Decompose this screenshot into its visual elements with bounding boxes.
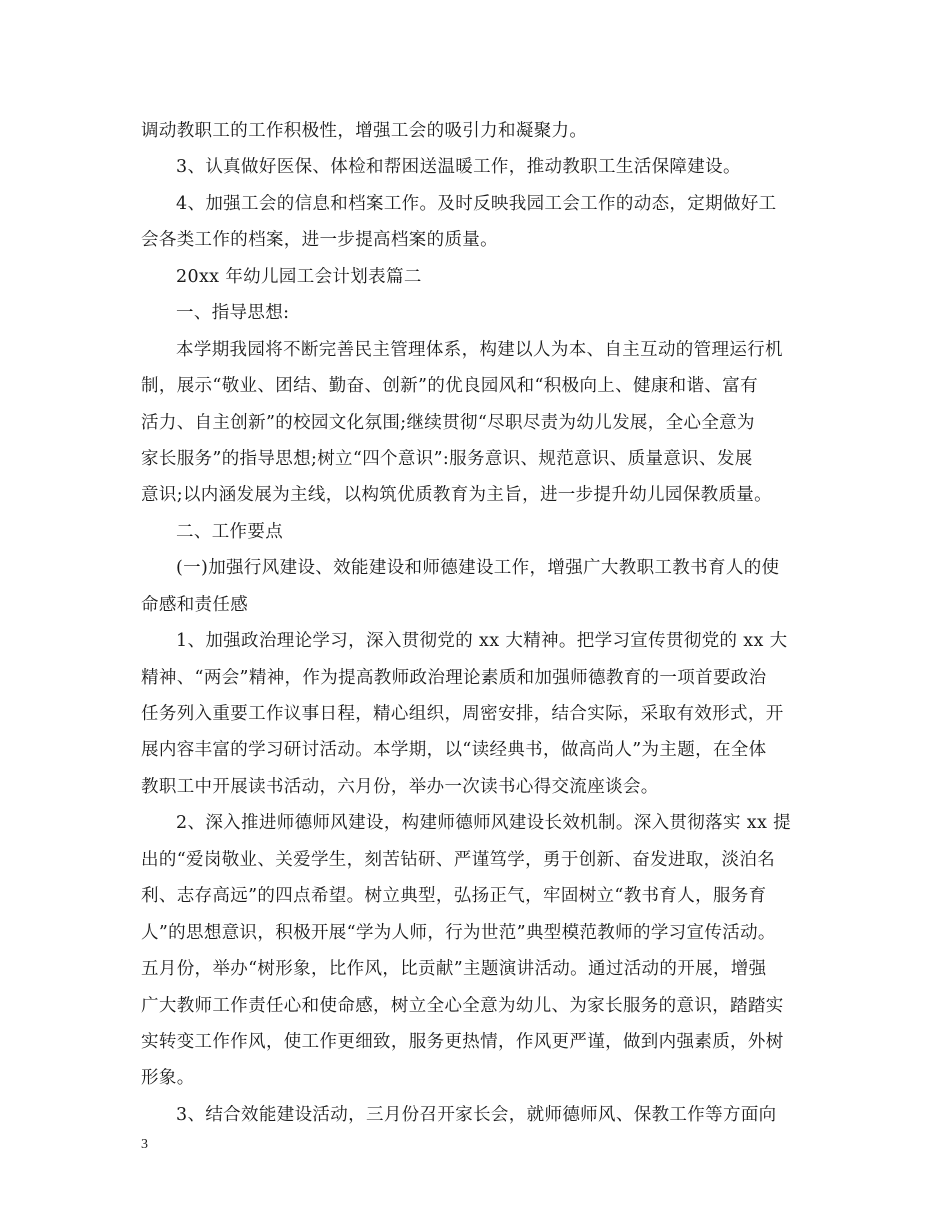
text-line: 广大教师工作责任心和使命感，树立全心全意为幼儿、为家长服务的意识，踏踏实 <box>141 995 784 1016</box>
text-line: 利、志存高远”的四点希望。树立典型，弘扬正气，牢固树立“教书育人，服务育 <box>141 886 767 907</box>
text-line: 家长服务”的指导思想;树立“四个意识”:服务意识、规范意识、质量意识、发展 <box>141 448 753 469</box>
text-line: 2、深入推进师德师风建设，构建师德师风建设长效机制。深入贯彻落实 xx 提 <box>176 813 791 834</box>
text-line: 本学期我园将不断完善民主管理体系，构建以人为本、自主互动的管理运行机 <box>176 339 783 360</box>
text-line: 任务列入重要工作议事日程，精心组织，周密安排，结合实际，采取有效形式，开 <box>141 704 784 724</box>
text-line: 形象。 <box>141 1068 195 1089</box>
text-line: (一)加强行风建设、效能建设和师德建设工作，增强广大教职工教书育人的使 <box>176 558 780 579</box>
text-line: 4、加强工会的信息和档案工作。及时反映我园工会工作的动态，定期做好工 <box>176 193 777 214</box>
text-line: 二、工作要点 <box>176 521 284 542</box>
text-line: 活力、自主创新”的校园文化氛围;继续贯彻“尽职尽责为幼儿发展，全心全意为 <box>141 412 755 433</box>
text-line: 人”的思想意识，积极开展“学为人师，行为世范”典型模范教师的学习宣传活动。 <box>141 922 776 943</box>
text-line: 教职工中开展读书活动，六月份，举办一次读书心得交流座谈会。 <box>141 776 659 797</box>
text-line: 展内容丰富的学习研讨活动。本学期，以“读经典书，做高尚人”为主题，在全体 <box>141 740 767 761</box>
text-line: 调动教职工的工作积极性，增强工会的吸引力和凝聚力。 <box>141 121 588 141</box>
text-line: 3、结合效能建设活动，三月份召开家长会，就师德师风、保教工作等方面向 <box>176 1104 777 1125</box>
text-line: 20xx 年幼儿园工会计划表篇二 <box>176 266 422 287</box>
page-number: 3 <box>141 1137 148 1152</box>
document-body <box>141 113 816 1133</box>
text-line: 会各类工作的档案，进一步提高档案的质量。 <box>141 230 498 251</box>
text-line: 命感和责任感 <box>141 594 249 615</box>
text-line: 出的“爱岗敬业、关爱学生，刻苦钻研、严谨笃学，勇于创新、奋发进取，淡泊名 <box>141 849 776 870</box>
text-line: 精神、“两会”精神，作为提高教师政治理论素质和加强师德教育的一项首要政治 <box>141 667 767 688</box>
text-line: 1、加强政治理论学习，深入贯彻党的 xx 大精神。把学习宣传贯彻党的 xx 大 <box>176 631 788 652</box>
text-line: 意识;以内涵发展为主线，以构筑优质教育为主旨，进一步提升幼儿园保教质量。 <box>141 485 772 506</box>
text-line: 五月份，举办“树形象，比作风，比贡献”主题演讲活动。通过活动的开展，增强 <box>141 959 767 980</box>
text-line: 实转变工作作风，使工作更细致，服务更热情，作风更严谨，做到内强素质，外树 <box>141 1031 784 1052</box>
text-line: 一、指导思想: <box>176 303 290 324</box>
text-line: 3、认真做好医保、体检和帮困送温暖工作，推动教职工生活保障建设。 <box>176 157 741 178</box>
text-line: 制，展示“敬业、团结、勤奋、创新”的优良园风和“积极向上、健康和谐、富有 <box>141 376 758 397</box>
